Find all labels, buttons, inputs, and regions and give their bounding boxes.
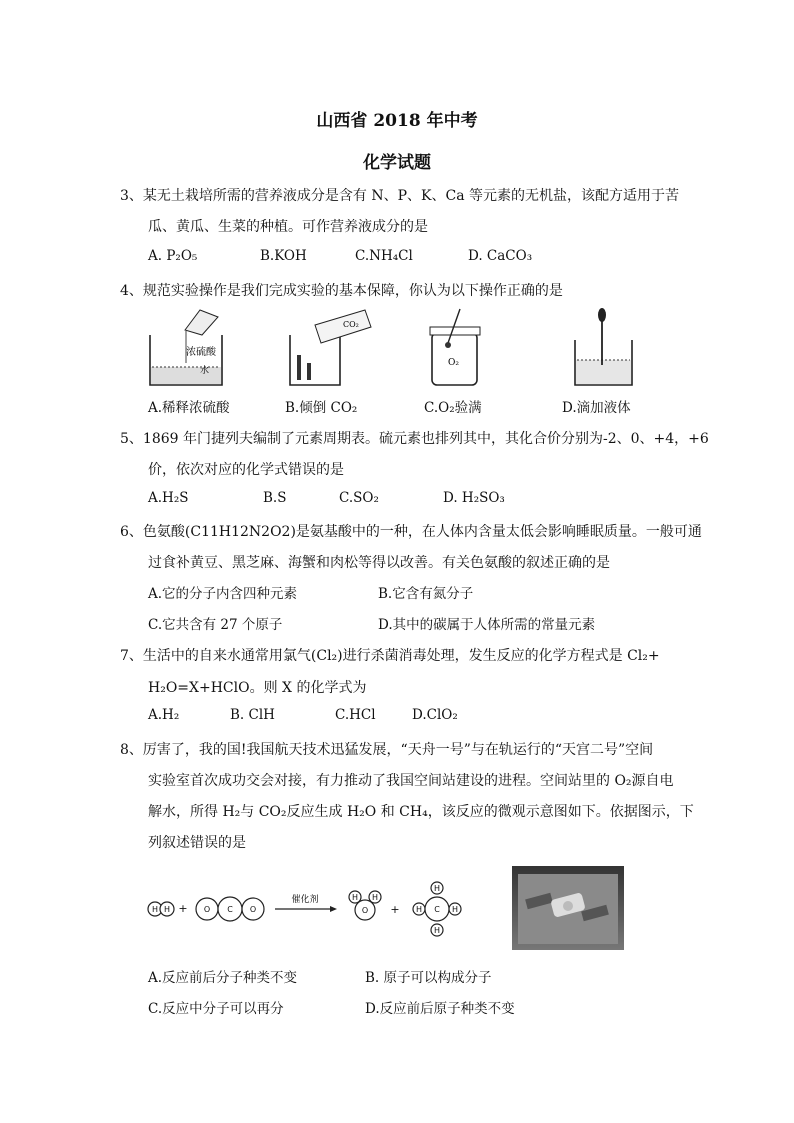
water-label: 水 [200,366,210,376]
q6-option-c: C.它共含有 27 个原子 [148,617,283,633]
q7-stem-line1: 7、生活中的自来水通常用氯气(Cl₂)进行杀菌消毒处理，发生反应的化学方程式是 Cl₂+ [120,648,660,664]
q7-option-a: A.H₂ [148,707,180,723]
q8-stem-line4: 列叙述错误的是 [148,835,246,851]
q4-option-a: A.稀释浓硫酸 [148,400,230,416]
q7-option-c: C.HCl [335,707,376,723]
q3-option-c: C.NH₄Cl [355,248,413,264]
svg-text:H: H [433,884,441,893]
q5-option-d: D. H₂SO₃ [443,490,505,506]
q6-option-d: D.其中的碳属于人体所需的常量元素 [378,617,596,633]
atom-h: H [151,905,159,914]
catalyst-label: 催化剂 [291,895,319,905]
q3-stem-line1: 3、某无土栽培所需的营养液成分是含有 N、P、K、Ca 等元素的无机盐，该配方适用于苦 [120,188,679,204]
q8-option-d: D.反应前后原子种类不变 [365,1001,515,1017]
acid-label: 浓硫酸 [186,347,216,358]
svg-text:O: O [203,905,211,914]
q7-option-b: B. ClH [230,707,275,723]
q4-stem-line1: 4、规范实验操作是我们完成实验的基本保障，你认为以下操作正确的是 [120,283,563,299]
q8-option-a: A.反应前后分子种类不变 [148,970,298,986]
q5-option-b: B.S [263,490,287,506]
atom-o: O [249,905,257,914]
q3-option-d: D. CaCO₃ [468,248,533,264]
q5-stem-line1: 5、1869 年门捷列夫编制了元素周期表。硫元素也排列其中，其化合价分别为-2、0、+4，+6 [120,431,709,447]
q6-option-b: B.它含有氮分子 [378,586,474,602]
svg-text:+: + [390,903,400,916]
q4-option-d: D.滴加液体 [562,400,631,416]
svg-text:O: O [361,906,369,915]
q8-option-c: C.反应中分子可以再分 [148,1001,284,1017]
q8-stem-line2: 实验室首次成功交会对接，有力推动了我国空间站建设的进程。空间站里的 O₂源自电 [148,773,674,789]
svg-text:H: H [415,905,423,914]
q6-stem-line2: 过食补黄豆、黑芝麻、海蟹和肉松等得以改善。有关色氨酸的叙述正确的是 [148,555,610,571]
q8-option-b: B. 原子可以构成分子 [365,970,492,986]
svg-text:H: H [351,893,359,902]
spacecraft-photo [512,866,624,950]
page-subtitle: 化学试题 [363,153,431,173]
svg-text:H: H [371,893,379,902]
q7-option-d: D.ClO₂ [412,707,458,723]
q3-stem-line2: 瓜、黄瓜、生菜的种植。可作营养液成分的是 [148,219,428,235]
svg-text:H: H [451,905,459,914]
q8-stem-line3: 解水，所得 H₂与 CO₂反应生成 H₂O 和 CH₄，该反应的微观示意图如下。依据图示，下 [148,804,694,820]
dropper-figure [570,305,640,390]
q6-option-a: A.它的分子内含四种元素 [148,586,298,602]
dilute-acid-figure [140,305,230,390]
q3-option-b: B.KOH [260,248,307,264]
pour-co2-figure [285,305,375,390]
q6-stem-line1: 6、色氨酸(C11H12N2O2)是氨基酸中的一种，在人体内含量太低会影响睡眠质量。一般可通 [120,524,702,540]
q3-option-a: A. P₂O₅ [148,248,198,264]
q4-option-c: C.O₂验满 [424,400,482,416]
o2-test-figure [420,305,500,390]
svg-text:C: C [434,905,440,914]
q7-stem-line2: H₂O=X+HClO。则 X 的化学式为 [148,680,367,696]
svg-text:H: H [163,905,171,914]
reaction-diagram [145,880,475,940]
q5-option-a: A.H₂S [148,490,189,506]
page-title: 山西省 2018 年中考 [316,111,478,131]
o2-label: O₂ [448,358,459,368]
q4-option-b: B.倾倒 CO₂ [285,400,358,416]
atom-c: C [227,905,233,914]
svg-text:H: H [433,926,441,935]
q5-stem-line2: 价，依次对应的化学式错误的是 [148,462,344,478]
q8-stem-line1: 8、厉害了，我的国!我国航天技术迅猛发展，“天舟一号”与在轨运行的“天宫二号”空间 [120,742,654,758]
svg-text:+: + [178,902,188,915]
co2-label: CO₂ [343,320,359,329]
q5-option-c: C.SO₂ [339,490,379,506]
